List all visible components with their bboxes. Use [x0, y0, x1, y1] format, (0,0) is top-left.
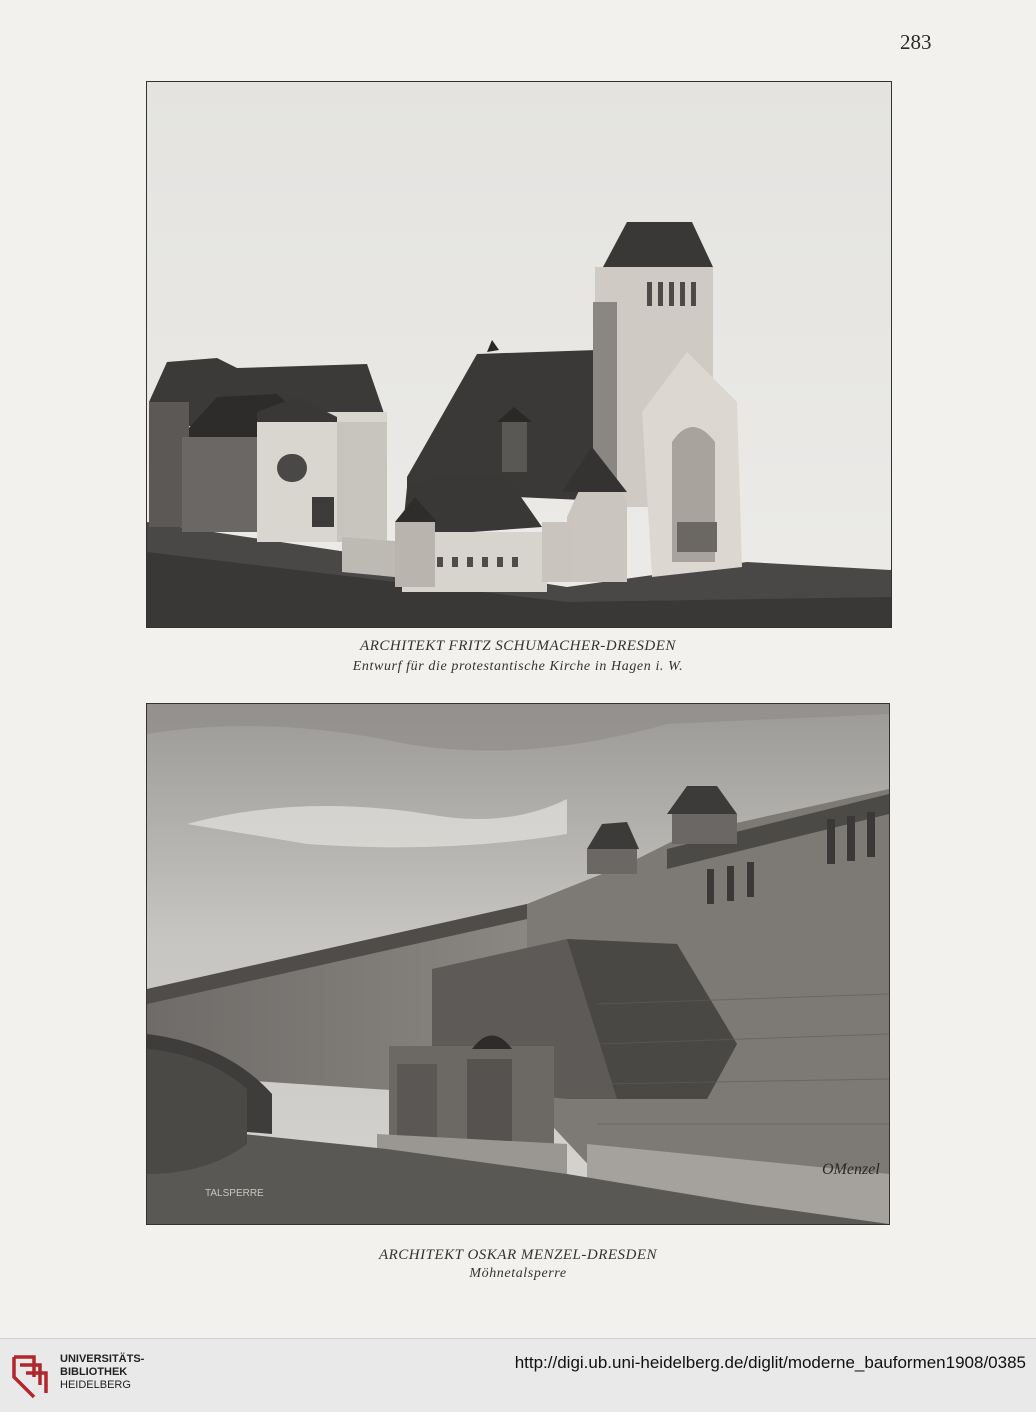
- plate-church-illustration: [146, 81, 892, 628]
- source-url-link[interactable]: http://digi.ub.uni-heidelberg.de/diglit/moderne_bauformen1908/0385: [514, 1353, 1026, 1372]
- plate2-caption-subtitle: Möhnetalsperre: [469, 1266, 567, 1281]
- logo-line-2: BIBLIOTHEK: [60, 1366, 128, 1378]
- church-drawing: [147, 82, 891, 627]
- plate1-caption-title: ARCHITEKT FRITZ SCHUMACHER-DRESDEN: [360, 638, 676, 654]
- logo-line-3: HEIDELBERG: [60, 1379, 131, 1391]
- plate2-caption-title: ARCHITEKT OSKAR MENZEL-DRESDEN: [378, 1247, 658, 1263]
- logo-line-1: UNIVERSITÄTS-: [60, 1353, 145, 1365]
- library-logo-icon: [10, 1347, 52, 1403]
- plate2-signature: OMenzel: [822, 1161, 880, 1178]
- footer-bar: [0, 1338, 1036, 1412]
- plate-dam-illustration: [146, 703, 890, 1225]
- plate2-inscription: TALSPERRE: [205, 1188, 264, 1199]
- page-number: 283: [900, 30, 932, 54]
- dam-drawing: [147, 704, 889, 1224]
- library-logo-text: [60, 1353, 144, 1392]
- plate1-caption-subtitle: Entwurf für die protestantische Kirche in Hagen i. W.: [352, 659, 684, 674]
